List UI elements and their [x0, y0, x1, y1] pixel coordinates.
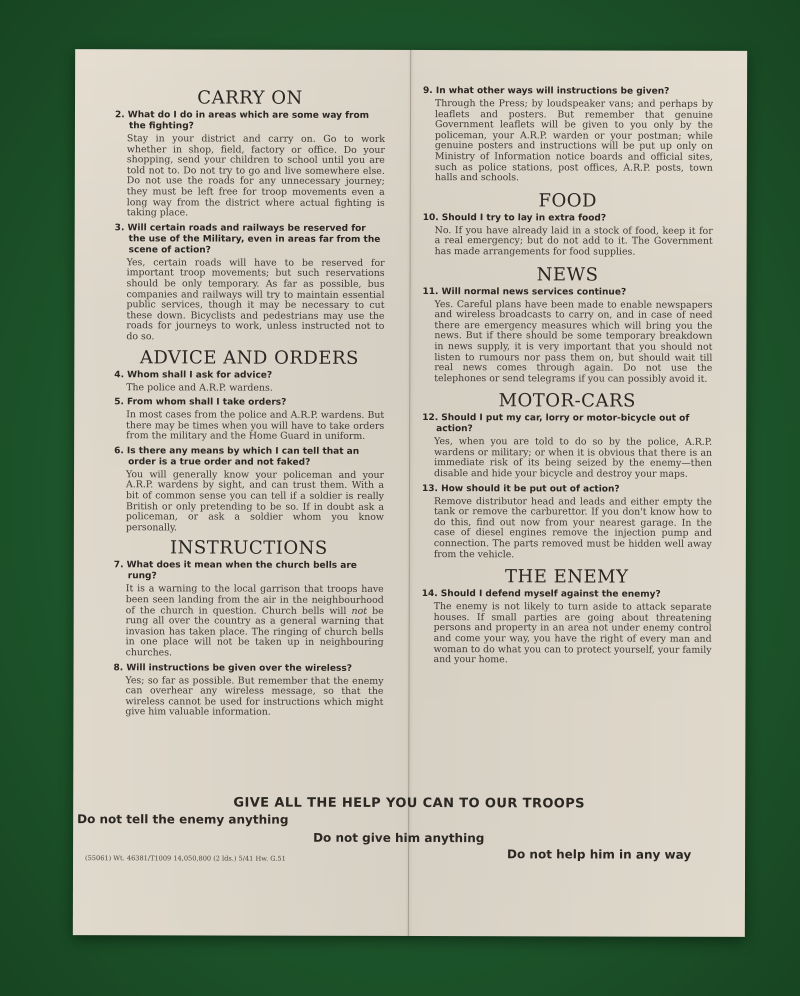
question-9: [423, 86, 713, 185]
left-column: [113, 87, 385, 723]
question-6: [114, 446, 384, 534]
slogan-do-not-tell: Do not tell the enemy anything: [77, 812, 289, 827]
footer-headline: GIVE ALL THE HELP YOU CAN TO OUR TROOPS: [233, 795, 585, 812]
question-answer: The enemy is not likely to turn aside to attack separate houses. If small parties are going about threatening persons and property in an area not under enemy control and come your way, you have the right of every man and woman to do what you can to protect yourself, your family and your home.: [433, 601, 712, 666]
section-title-instructions: INSTRUCTIONS: [169, 537, 328, 560]
question-5: [114, 397, 384, 442]
question-heading: 12. Should I put my car, lorry or motor-bicycle out of action?: [422, 413, 690, 435]
right-column: [422, 86, 714, 671]
question-answer: Through the Press; by loudspeaker vans; and perhaps by leaflets and posters. But remember that genuine Government leaflets will be given to you only by the policeman, your A.R.P. warden or your postman; while genuine posters and instructions will be put up only on Ministry of Information notice boards and official sites, such as police stations, post offices, A.R.P. posts, town halls and schools.: [434, 98, 714, 184]
section-title-motor-cars: MOTOR-CARS: [498, 390, 636, 412]
question-heading: 13. How should it be put out of action?: [421, 483, 620, 495]
question-4: [114, 370, 384, 394]
answer-text-post: be rung all over the country as a general warning that invasion has taken place. The ringing of church bells in one place will not be taken up in neighbouring churches.: [125, 605, 384, 659]
question-answer: Yes. Careful plans have been made to enable newspapers and wireless broadcasts to carry on, and in case of need there are emergency measures which will bring you the news. But if there should be some temporary breakdown in news supply, it is very important that you should not listen to rumours nor pass them on, but should wait till real news comes through again. Do not use the telephones or send telegrams if you can possibly avoid it.: [434, 298, 713, 385]
slogan-do-not-help: Do not help him in any way: [507, 847, 692, 862]
section-title-news: NEWS: [536, 263, 599, 286]
section-title-the-enemy: THE ENEMY: [505, 566, 629, 588]
print-code: (55061) Wt. 46381/T1009 14,050,800 (2 lds.) 5/41 Hw. G.51: [85, 854, 286, 863]
question-10: [423, 213, 713, 259]
question-answer: You will generally know your policeman and your A.R.P. wardens by sight, and can trust them. With a bit of common sense you can tell if a soldier is really British or only pretending to be so. If in doubt ask a policeman, or ask a soldier whom you know personally.: [125, 469, 385, 534]
question-answer: Yes, certain roads will have to be reserved for important troop movements; but such reservations should be only temporary. As far as possible, bus companies and railways will try to maintain essential public services, though it may be necessary to cut these down. Bicyclists and pedestrians may use the roads for journeys to work, unless instructed not to do so.: [126, 257, 385, 343]
question-2: [115, 110, 385, 219]
question-14: [422, 589, 712, 666]
question-13: [422, 484, 712, 561]
leaflet-sheet: [73, 49, 747, 937]
answer-text-pre: It is a warning to the local garrison that troops have been seen landing from the air in the neighbourhood of the church in question. Church bells will: [125, 583, 384, 617]
question-heading: 4. Whom shall I ask for advice?: [114, 369, 273, 381]
question-heading: 8. Will instructions be given over the wireless?: [113, 662, 352, 674]
question-11: [422, 287, 712, 386]
section-title-carry-on: CARRY ON: [197, 87, 303, 109]
question-heading: 2. What do I do in areas which are some way from the fighting?: [114, 110, 370, 132]
question-heading: 11. Will normal news services continue?: [422, 286, 627, 298]
question-heading: 6. Is there any means by which I can tell that an order is a true order and not faked?: [114, 446, 360, 468]
question-8: [113, 663, 383, 719]
question-heading: 7. What does it mean when the church bells are rung?: [113, 560, 357, 582]
question-12: [422, 413, 712, 480]
question-answer: Yes; so far as possible. But remember that the enemy can overhear any wireless message, so that the wireless cannot be used for instructions which might give him valuable information.: [125, 674, 384, 719]
question-answer: Yes, when you are told to do so by the police, A.R.P. wardens or military; or when it is obvious that there is an immediate risk of its being seized by the enemy—then disable and hide your bicycle and destroy your maps.: [434, 436, 713, 480]
question-heading: 5. From whom shall I take orders?: [114, 397, 287, 408]
slogan-do-not-give: Do not give him anything: [313, 830, 485, 846]
section-title-advice-and-orders: ADVICE AND ORDERS: [139, 346, 359, 369]
question-answer: Stay in your district and carry on. Go to work whether in shop, field, factory or office. Do your shopping, send your children to school until you are told not to. Do not try to go and live somewhere else. Do not use the roads for any unnecessary journey; they must be left free for troop movements even a long way from the district where actual fighting is taking place.: [126, 133, 385, 219]
question-heading: 10. Should I try to lay in extra food?: [422, 212, 607, 224]
question-answer: [114, 585, 384, 660]
question-answer: In most cases from the police and A.R.P. wardens. But there may be times when you will have to take orders from the military and the Home Guard in uniform.: [126, 409, 385, 443]
question-7: [114, 561, 384, 660]
question-answer: The police and A.R.P. wardens.: [126, 381, 273, 394]
answer-emphasis: not: [351, 605, 368, 617]
question-heading: 9. In what other ways will instructions be given?: [423, 86, 670, 97]
question-heading: 3. Will certain roads and railways be reserved for the use of the Military, even in areas far from the scene of action?: [114, 222, 381, 256]
question-3: [114, 223, 384, 343]
question-answer: Remove distributor head and leads and either empty the tank or remove the carburettor. If you don't know how to do this, find out now from your nearest garage. In the case of diesel engines remove the injection pump and connection. The parts removed must be hidden well away from the vehicle.: [433, 495, 712, 560]
question-answer: No. If you have already laid in a stock of food, keep it for a real emergency; but do not add to it. The Government has made arrangements for food supplies.: [434, 224, 713, 258]
question-heading: 14. Should I defend myself against the enemy?: [421, 589, 661, 600]
section-title-food: FOOD: [538, 190, 598, 212]
